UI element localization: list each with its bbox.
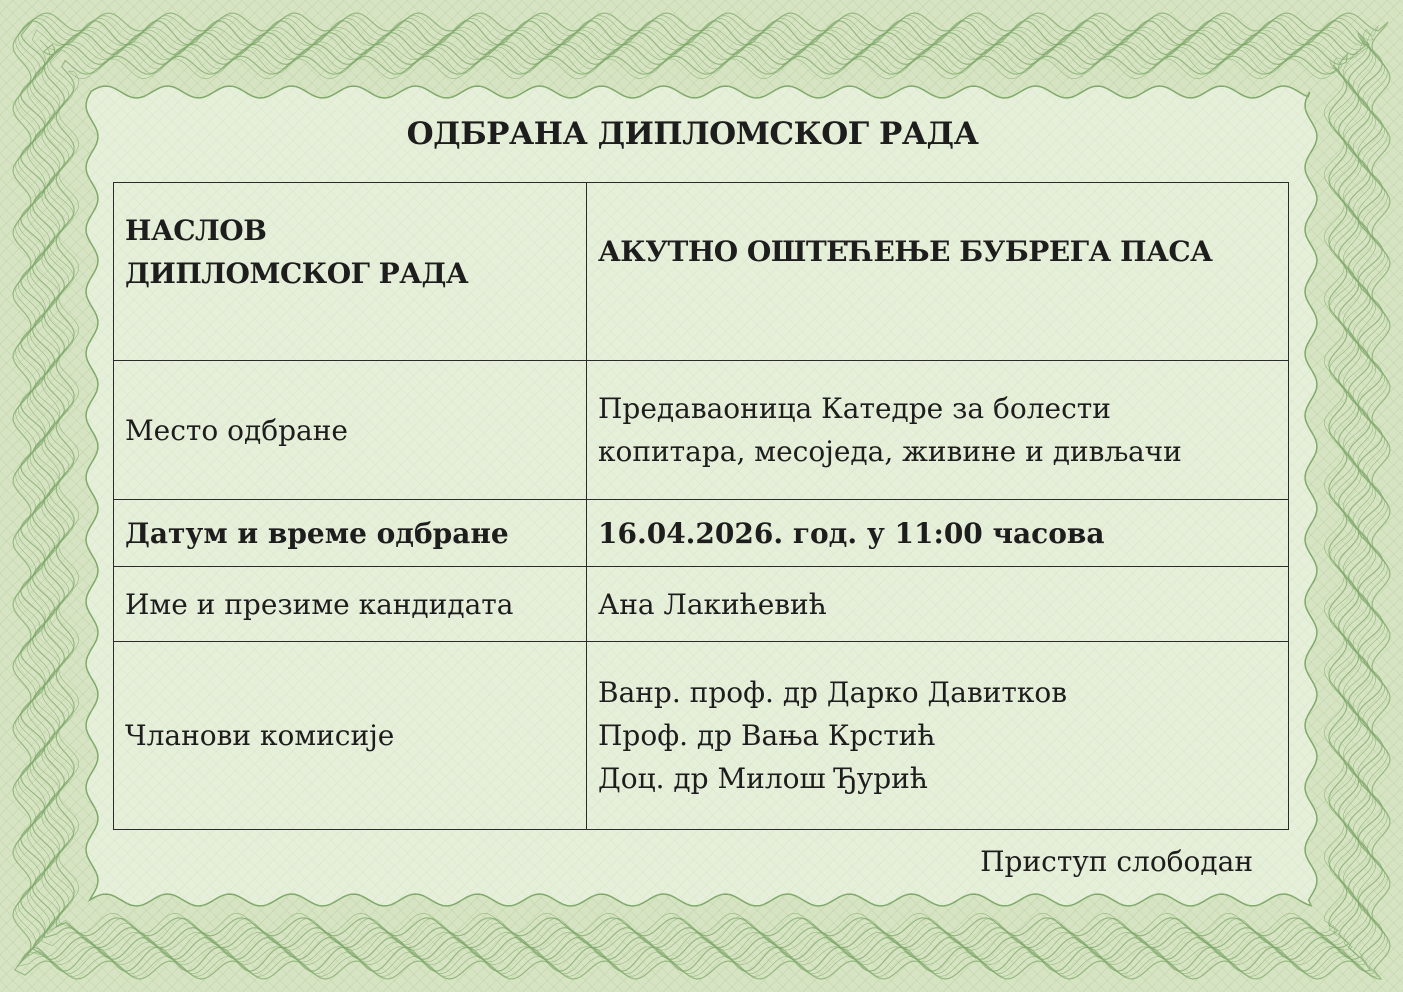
datetime-label	[114, 500, 587, 567]
value-line: копитара, месоједа, живине и дивљачи	[598, 435, 1182, 468]
value-line: Ана Лакићевић	[598, 587, 827, 621]
label-line: ДИПЛОМСКОГ РАДА	[125, 256, 469, 290]
value-line: АКУТНО ОШТЕЋЕЊЕ БУБРЕГА ПАСА	[598, 235, 1213, 268]
thesis-title-value	[587, 183, 1289, 361]
committee-value	[587, 642, 1289, 830]
label-line: НАСЛОВ	[125, 213, 267, 247]
value-line: Доц. др Милош Ђурић	[598, 762, 928, 795]
datetime-value	[587, 500, 1289, 567]
value-line: 16.04.2026. год. у 11:00 часова	[598, 516, 1105, 550]
label-line: Име и презиме кандидата	[125, 587, 514, 621]
value-line: Проф. др Вања Крстић	[598, 719, 936, 752]
value-line: Предаваоница Катедре за болести	[598, 392, 1111, 425]
table-row-thesis-title	[114, 183, 1289, 361]
candidate-label	[114, 567, 587, 642]
table-row-committee	[114, 642, 1289, 830]
table-row-candidate	[114, 567, 1289, 642]
value-line: Ванр. проф. др Дарко Давитков	[598, 676, 1068, 709]
label-line: Датум и време одбране	[125, 516, 509, 550]
table-row-datetime	[114, 500, 1289, 567]
label-line: Чланови комисије	[125, 719, 395, 752]
location-value	[587, 361, 1289, 500]
candidate-value	[587, 567, 1289, 642]
access-note: Приступ слободан	[980, 845, 1253, 878]
defense-info-table	[113, 182, 1289, 830]
label-line: Место одбране	[125, 413, 348, 447]
page-title: ОДБРАНА ДИПЛОМСКОГ РАДА	[406, 116, 979, 152]
table-row-location	[114, 361, 1289, 500]
location-label	[114, 361, 587, 500]
thesis-title-label	[114, 183, 587, 361]
committee-label	[114, 642, 587, 830]
